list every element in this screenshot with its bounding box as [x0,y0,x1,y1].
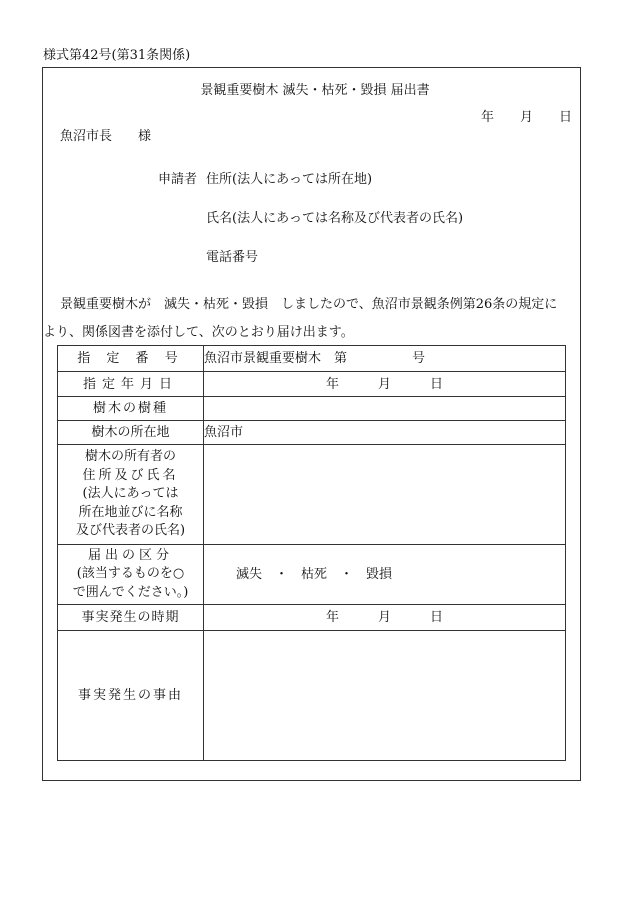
table-row-location [58,421,566,445]
table-row-category [58,545,566,605]
species-label: 樹木の樹種 [58,397,204,421]
species-value [204,397,566,421]
designation-no-value: 魚沼市景観重要樹木 第 号 [204,346,566,372]
occurrence-time-value: 年 月 日 [204,605,566,631]
submission-date: 年 月 日 [481,110,573,125]
location-label: 樹木の所在地 [58,421,204,445]
owner-label [58,445,204,545]
applicant-phone: 電話番号 [206,250,259,265]
notification-table [57,345,566,761]
applicant-name: 氏名(法人にあっては名称及び代表者の氏名) [206,211,464,226]
designation-date-value: 年 月 日 [204,372,566,397]
category-label-line: で囲んでください。) [72,584,189,600]
category-label-line: 届出の区分 [87,547,173,563]
table-row-species [58,397,566,421]
applicant-address: 住所(法人にあっては所在地) [206,172,373,187]
table-row-designation-date [58,372,566,397]
owner-label-line: 所在地並びに名称 [78,504,183,520]
location-value: 魚沼市 [204,421,566,445]
form-title: 景観重要樹木 滅失・枯死・毀損 届出書 [200,83,430,98]
form-number: 様式第42号(第31条関係) [43,48,191,63]
occurrence-reason-label: 事実発生の事由 [58,631,204,761]
addressee: 魚沼市長 様 [60,129,152,144]
category-label-line: (該当するものを○ [76,566,185,582]
designation-date-label: 指定年月日 [58,372,204,397]
applicant-label: 申請者 [158,172,198,187]
table-row-occurrence-reason [58,631,566,761]
table-row-designation-no [58,346,566,372]
category-value: 滅失 ・ 枯死 ・ 毀損 [204,545,566,605]
owner-value [204,445,566,545]
table-row-owner [58,445,566,545]
category-label [58,545,204,605]
body-text-line1: 景観重要樹木が 滅失・枯死・毀損 しましたので、魚沼市景観条例第26条の規定に [60,297,558,312]
owner-label-line: (法人にあっては [82,486,179,502]
occurrence-time-label: 事実発生の時期 [58,605,204,631]
owner-label-line: 樹木の所有者の [84,449,176,465]
owner-label-line: 及び代表者の氏名) [75,523,186,539]
occurrence-reason-value [204,631,566,761]
table-row-occurrence-time [58,605,566,631]
body-text-line2: より、関係図書を添付して、次のとおり届け出ます。 [43,325,354,340]
owner-label-line: 住所及び氏名 [82,467,179,483]
designation-no-label: 指 定 番 号 [58,346,204,372]
